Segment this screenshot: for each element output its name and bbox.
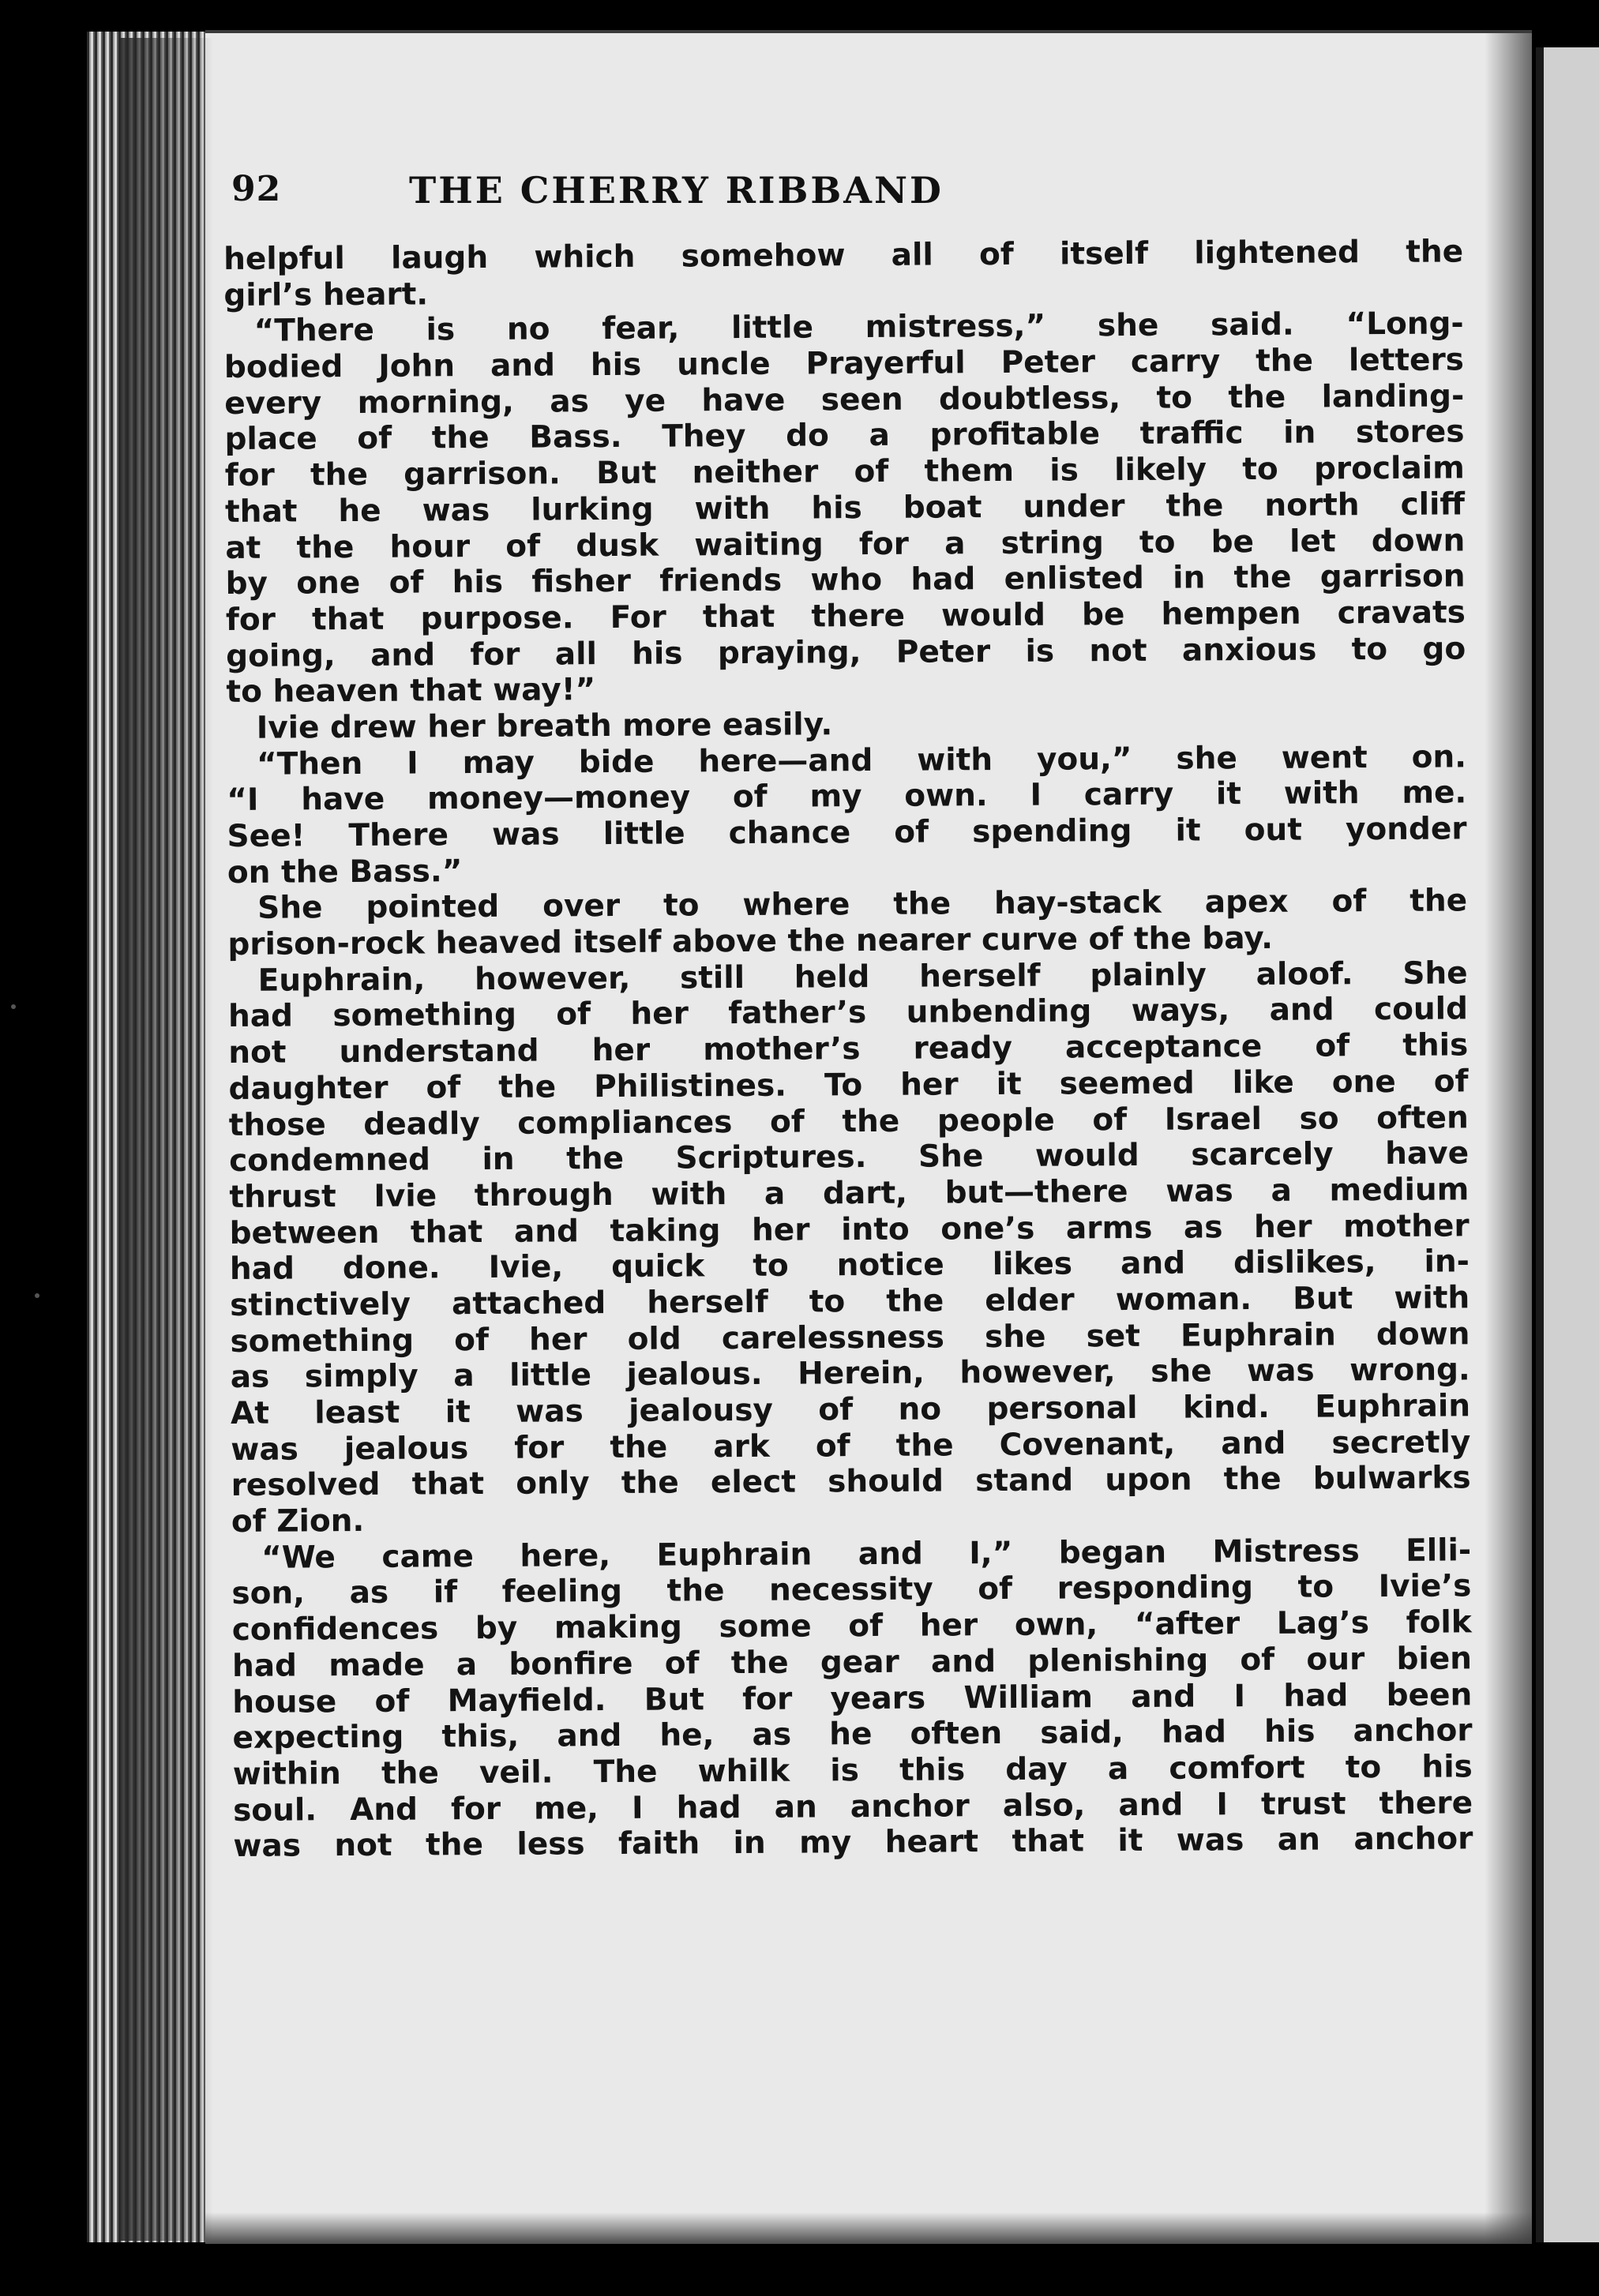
text-line: thrust Ivie through with a dart, but—there was a medium <box>229 1172 1470 1215</box>
text-line: between that and taking her into one’s arms as her mother <box>229 1207 1470 1251</box>
text-line: every morning, as ye have seen doubtless, to the landing- <box>224 378 1465 422</box>
text-line: “We came here, Euphrain and I,” began Mistress Elli- <box>261 1533 1472 1576</box>
text-line: house of Mayfield. But for years William and I had been <box>232 1676 1473 1720</box>
page-shadow-bottom <box>205 2212 1532 2244</box>
text-line: within the veil. The whilk is this day a comfort to his <box>232 1749 1473 1792</box>
text-line: She pointed over to where the hay-stack apex of the <box>257 883 1468 927</box>
text-line: as simply a little jealous. Herein, however, she was wrong. <box>230 1352 1470 1396</box>
text-line: soul. And for me, I had an anchor also, and I trust there <box>233 1784 1473 1829</box>
text-line: not understand her mother’s ready acceptance of this <box>228 1027 1469 1071</box>
text-line: prison-rock heaved itself above the nearer curve of the bay. <box>227 920 1274 963</box>
text-line: daughter of the Philistines. To her it seemed like one of <box>228 1064 1469 1107</box>
text-line: At least it was jealousy of no personal kind. Euphrain <box>230 1388 1471 1431</box>
text-line: had something of her father’s unbending ways, and could <box>227 991 1469 1035</box>
text-line: “I have money—money of my own. I carry it with me. <box>227 775 1467 819</box>
text-line: to heaven that way!” <box>226 672 596 711</box>
scan-speck <box>35 1293 39 1298</box>
text-line: by one of his fisher friends who had enlisted in the garrison <box>225 558 1466 602</box>
text-line: at the hour of dusk waiting for a string to be let down <box>225 522 1466 566</box>
page-number: 92 <box>231 169 282 209</box>
text-line: place of the Bass. They do a profitable traffic in stores <box>224 414 1465 458</box>
text-line: expecting this, and he, as he often said, had his anchor <box>232 1713 1473 1757</box>
next-page-edge <box>1536 47 1599 2242</box>
text-line: son, as if feeling the necessity of responding to Ivie’s <box>231 1568 1472 1612</box>
text-line: those deadly compliances of the people of Israel so often <box>228 1099 1469 1143</box>
gutter-shadow <box>118 38 213 2241</box>
text-line: had made a bonfire of the gear and plenishing of our bien <box>231 1641 1473 1684</box>
page-shadow <box>1485 33 1532 2244</box>
text-line: resolved that only the elect should stand upon the bulwarks <box>231 1460 1471 1504</box>
text-line: that he was lurking with his boat under the north cliff <box>224 486 1466 530</box>
text-line: of Zion. <box>231 1503 365 1540</box>
text-line: girl’s heart. <box>223 276 429 313</box>
text-line: was jealous for the ark of the Covenant, and secretly <box>231 1424 1471 1468</box>
text-line: See! There was little chance of spending it out yonder <box>227 811 1467 854</box>
page-header <box>231 169 1211 224</box>
body-text <box>223 234 1473 1864</box>
text-line: was not the less faith in my heart that it was an anchor <box>233 1821 1473 1865</box>
text-line: bodied John and his uncle Prayerful Peter carry the letters <box>223 342 1465 386</box>
text-line: confidences by making some of her own, “after Lag’s folk <box>231 1604 1472 1649</box>
text-line: for that purpose. For that there would be hempen cravats <box>225 595 1466 638</box>
text-line: helpful laugh which somehow all of itself lightened the <box>223 234 1464 277</box>
text-line: going, and for all his praying, Peter is not anxious to go <box>226 630 1466 674</box>
text-line: stinctively attached herself to the elder woman. But with <box>230 1280 1470 1323</box>
text-line: had done. Ivie, quick to notice likes and dislikes, in- <box>229 1244 1470 1288</box>
text-line: condemned in the Scriptures. She would scarcely have <box>228 1135 1470 1180</box>
text-line: “Then I may bide here—and with you,” she went on. <box>256 739 1467 782</box>
text-line: Ivie drew her breath more easily. <box>256 707 833 746</box>
text-line: “There is no fear, little mistress,” she said. “Long- <box>253 306 1464 350</box>
text-line: Euphrain, however, still held herself plainly aloof. She <box>257 955 1468 999</box>
text-line: for the garrison. But neither of them is likely to proclaim <box>224 450 1465 494</box>
scan-speck <box>11 1004 16 1009</box>
text-line: something of her old carelessness she set Euphrain down <box>230 1316 1470 1360</box>
running-title: THE CHERRY RIBBAND <box>409 169 944 212</box>
text-line: on the Bass.” <box>227 853 463 891</box>
